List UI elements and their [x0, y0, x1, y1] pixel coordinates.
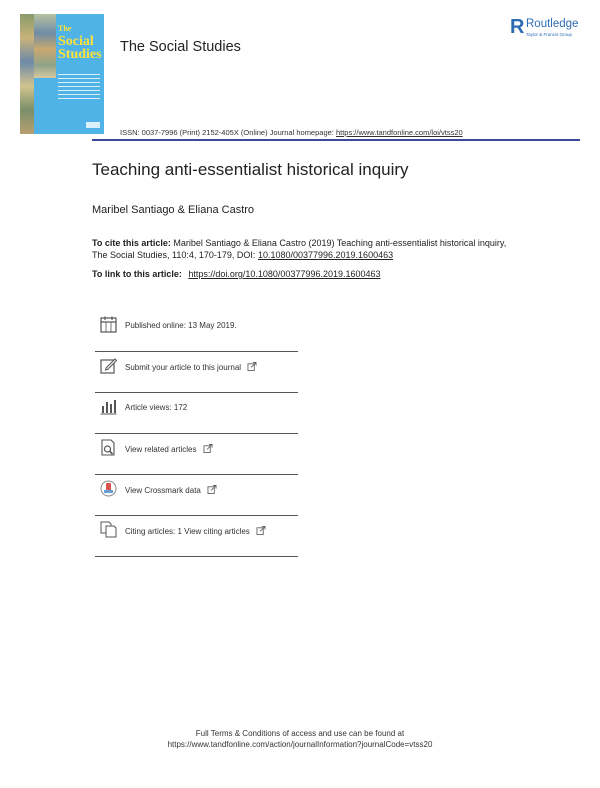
published-online-row: Published online: 13 May 2019. — [95, 311, 298, 352]
citation-block: To cite this article: Maribel Santiago & Eliana Castro (2019) Teaching anti-essentialist historical inquiry, The Social Studies, 110:4, 170-179, DOI: 10.1080/00377996.2019.1600463 — [92, 238, 507, 260]
journal-information-link[interactable]: https://www.tandfonline.com/action/journalInformation?journalCode=vtss20 — [167, 740, 433, 749]
header-divider — [92, 139, 580, 141]
related-articles-link[interactable]: View related articles — [125, 445, 197, 454]
pencil-edit-icon — [100, 357, 117, 374]
citing-documents-icon — [100, 521, 117, 538]
article-authors: Maribel Santiago & Eliana Castro — [92, 204, 255, 216]
journal-cover-image — [20, 14, 104, 134]
routledge-logo-icon: R — [510, 16, 525, 38]
journal-homepage-link[interactable]: https://www.tandfonline.com/loi/vtss20 — [335, 128, 463, 137]
citing-articles-link[interactable]: Citing articles: 1 View citing articles — [125, 527, 250, 536]
article-link-line: To link to this article: https://doi.org/10.1080/00377996.2019.1600463 — [92, 269, 381, 279]
external-link-icon — [207, 485, 217, 494]
calendar-icon — [100, 316, 117, 333]
bar-chart-icon — [100, 398, 117, 415]
submit-article-link[interactable]: Submit your article to this journal — [125, 363, 242, 372]
doi-link[interactable]: 10.1080/00377996.2019.1600463 — [257, 249, 394, 260]
issn-line: ISSN: 0037-7996 (Print) 2152-405X (Online) Journal homepage: https://www.tandfonline.com/loi/vtss20 — [120, 128, 463, 137]
document-search-icon — [100, 439, 117, 456]
article-title: Teaching anti-essentialist historical inquiry — [92, 160, 409, 179]
citing-articles-row[interactable] — [95, 516, 298, 557]
crossmark-icon — [100, 480, 117, 497]
crossmark-link[interactable]: View Crossmark data — [125, 486, 201, 495]
footer-terms: Full Terms & Conditions of access and use can be found at https://www.tandfonline.com/action/journalInformation?journalCode=vtss20 — [0, 728, 600, 750]
article-info-list — [95, 311, 298, 557]
external-link-icon — [203, 444, 213, 453]
related-articles-row[interactable] — [95, 434, 298, 475]
routledge-logo: R Routledge Taylor & Francis Group — [510, 16, 579, 38]
submit-article-row[interactable] — [95, 352, 298, 393]
crossmark-row[interactable] — [95, 475, 298, 516]
cover-title: The Social Studies — [58, 24, 102, 62]
external-link-icon — [247, 362, 257, 371]
article-views-row: Article views: 172 — [95, 393, 298, 434]
journal-name: The Social Studies — [120, 39, 241, 55]
article-url-link[interactable]: https://doi.org/10.1080/00377996.2019.1600463 — [188, 269, 381, 279]
external-link-icon — [256, 526, 266, 535]
